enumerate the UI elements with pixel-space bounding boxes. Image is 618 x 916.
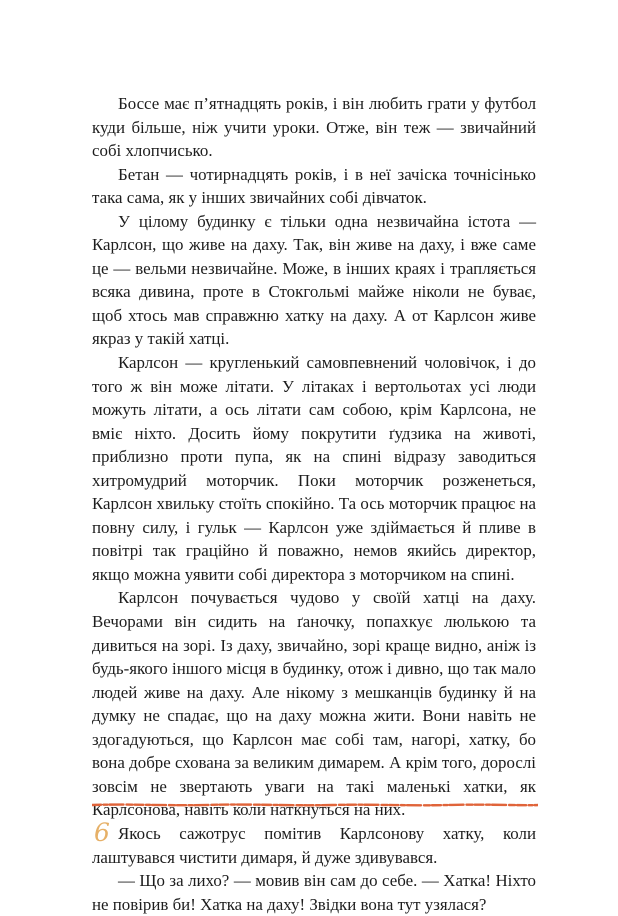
- paragraph-1: Боссе має п’ятнадцять років, і він любить грати у футбол куди більше, ніж учити уроки. Отже, він теж — звичайний собі хлопчисько.: [92, 94, 536, 161]
- paragraph-3: У цілому будинку є тільки одна незвичайна істота — Карлсон, що живе на даху. Так, він живе на даху, і вже саме це — вельми незвичайне. Може, в інших краях і трапляється всяка дивина, проте в Стокгольмі майже ніколи не буває, щоб хтось мав справжню хатку на даху. А от Карлсон живе якраз у такій хатці.: [92, 211, 536, 349]
- paragraph-4: Карлсон — кругленький самовпевнений чоловічок, і до того ж він може літати. У літаках і вертольотах усі люди можуть літати, а ось літати сам собою, крім Карлсона, не вміє ніхто. Досить йому покрутити ґудзика на животі, приблизно проти пупа, як на спині відразу заводиться хитромудрий моторчик. Поки моторчик розженеться, Карлсон хвильку стоїть спокійно. Та ось моторчик працює на повну силу, і гульк — Карлсон уже здіймається й пливе в повітрі так грацiйно й поважно, немов якийсь директор, якщо можна уявити собі директора з моторчиком на спині.: [92, 353, 536, 584]
- paragraph-7: — Що за лихо? — мовив він сам до себе. — Хатка! Ніхто не повірив би! Хатка на даху! Звідки вона тут узялася?: [92, 871, 536, 914]
- page-body: [92, 92, 536, 916]
- paragraph-6: Якось сажотрус помітив Карлсонову хатку, коли лаштувався чистити димаря, й дуже здивувався.: [92, 823, 536, 867]
- page-number: 6: [94, 818, 110, 847]
- decorative-divider: [92, 802, 538, 808]
- paragraph-2: Бетан — чотирнадцять років, і в неї зачіска точнісінько така сама, як у інших звичайних собі дівчаток.: [92, 164, 536, 208]
- divider-stroke: [92, 805, 538, 806]
- paragraph-5: Карлсон почувається чудово у своїй хатці на даху. Вечорами він сидить на ґаночку, попахкує люлькою та дивиться на зорі. Із даху, звичайно, зорі краще видно, аніж із будь-якого іншого місця в будинку, отож і дивно, що так мало людей живе на даху. Але нікому з мешканців будинку й на думку не спадає, що на даху можна жити. Вони навіть не здогадуються, що Карлсон має собі там, нагорі, хатку, бо вона добре схована за великим димарем. А крім того, дорослі зовсім не звертають уваги на такі маленькі хатки, як Карлсонова, навіть коли наткнуться на них.: [92, 588, 536, 820]
